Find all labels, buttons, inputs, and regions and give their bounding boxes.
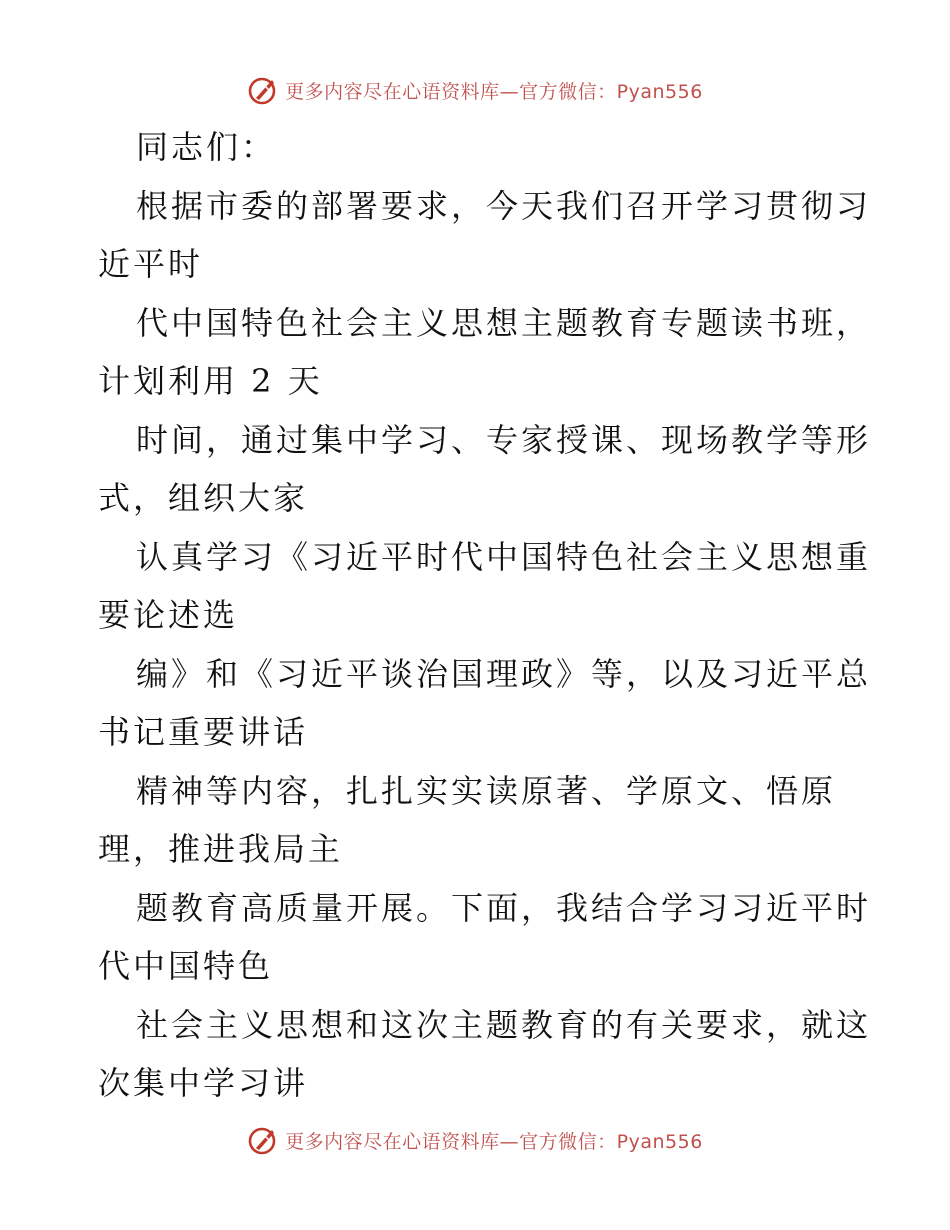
header-promo-text: 更多内容尽在心语资料库—官方微信：Pyan556 <box>285 80 703 103</box>
body-line: 题教育高质量开展。下面，我结合学习习近平时 <box>136 888 872 927</box>
document-body <box>98 118 872 1113</box>
footer-promo-text: 更多内容尽在心语资料库—官方微信：Pyan556 <box>285 1130 703 1153</box>
body-line: 书记重要讲话 <box>98 713 309 751</box>
body-line: 社会主义思想和这次主题教育的有关要求，就这 <box>136 1005 872 1044</box>
body-line: 代中国特色社会主义思想主题教育专题读书班， <box>136 303 872 342</box>
quill-pen-logo-icon <box>247 1124 279 1156</box>
body-line: 要论述选 <box>98 596 239 634</box>
body-line: 时间，通过集中学习、专家授课、现场教学等形 <box>136 420 872 459</box>
footer-banner <box>0 1120 950 1160</box>
body-line: 式，组织大家 <box>98 479 309 517</box>
body-line: 理，推进我局主 <box>98 830 344 868</box>
body-line: 计划利用 2 天 <box>98 362 323 400</box>
body-line: 根据市委的部署要求，今天我们召开学习贯彻习 <box>136 186 872 225</box>
body-line: 近平时 <box>98 245 204 283</box>
quill-pen-logo-icon <box>247 74 279 106</box>
body-line: 认真学习《习近平时代中国特色社会主义思想重 <box>136 537 872 576</box>
header-banner <box>0 70 950 110</box>
body-line: 次集中学习讲 <box>98 1064 309 1102</box>
body-line: 代中国特色 <box>98 947 274 985</box>
body-line: 编》和《习近平谈治国理政》等，以及习近平总 <box>136 654 872 693</box>
body-line: 同志们： <box>136 128 277 166</box>
body-line: 精神等内容，扎扎实实读原著、学原文、悟原 <box>136 771 837 810</box>
